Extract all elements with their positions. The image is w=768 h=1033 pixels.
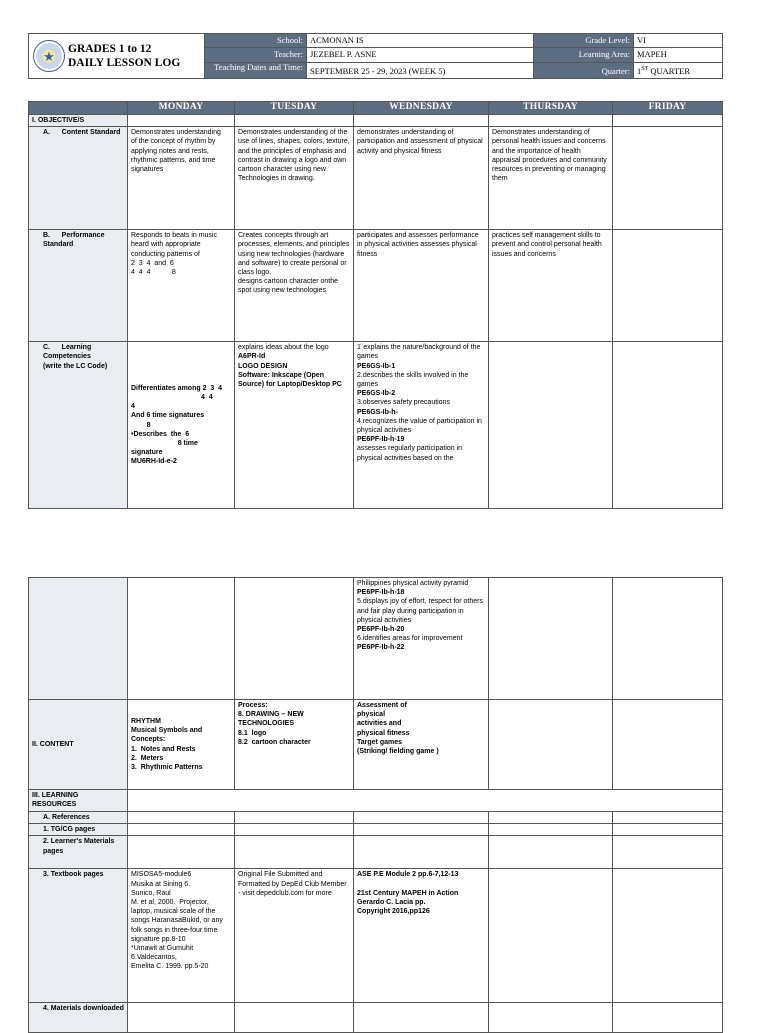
textbook-tue: Original File Submitted and Formatted by DepEd Club Member - visit depedclub.com for more [235,869,354,1003]
lc-wed-3: 2.describes the skills involved in the games [357,371,469,389]
content-mon: RHYTHM Musical Symbols and Concepts: 1. Notes and Rests 2. Meters 3. Rhythmic Patterns [128,700,235,790]
lm-fri [613,836,723,869]
references-thu [489,812,613,824]
lc-wed-6: PE6GS-Ib-h- [357,408,398,416]
lc-wed-2: PE6GS-Ib-1 [357,362,396,370]
materials-downloaded-label: 4. Materials downloaded [29,1003,128,1033]
content-standard-label: A. Content Standard [29,127,128,230]
materials-thu [489,1003,613,1033]
header-table [28,33,723,79]
lc-wed-8: PE6PF-Ib-h-19 [357,436,405,444]
area-value: MAPEH [634,48,723,62]
objectives-empty-thu [489,115,613,127]
learning-competencies-label: C. Learning Competencies (write the LC Code) [29,342,128,509]
content-standard-mon: Demonstrates understanding of the concept of rhythm by applying notes and rests, rhythmic patterns, and time signatures [128,127,235,230]
teacher-label: Teacher: [205,48,307,62]
quarter-value [634,62,723,78]
quarter-suffix: ST [641,66,649,73]
deped-seal-icon: ★ [33,40,65,72]
lm-thu [489,836,613,869]
area-label: Learning Area: [534,48,634,62]
grade-value: VI [634,34,723,48]
resources-empty [128,790,723,812]
materials-wed [354,1003,489,1033]
lc-wed-5: 3.observes safety precautions [357,399,450,407]
resources-label: III. LEARNING RESOURCES [29,790,128,812]
lc-continued-thu [489,578,613,700]
materials-tue [235,1003,354,1033]
learning-competencies-wed [354,342,489,509]
content-standard-thu: Demonstrates understanding of personal health issues and concerns and the importance of health appraisal procedures and community resources in preventing or managing them [489,127,613,230]
references-label: A. References [29,812,128,824]
tg-tue [235,824,354,836]
day-header-thursday: THURSDAY [489,102,613,115]
textbook-thu [489,869,613,1003]
learning-competencies-fri [613,342,723,509]
teacher-value: JEZEBEL P. ASNE [307,48,534,62]
references-fri [613,812,723,824]
header-logo-cell [29,34,205,79]
lc-cont-3: 5.displays joy of effort, respect for others and fair play during participation in physical activities [357,598,483,624]
objectives-label: I. OBJECTIVE/S [29,115,128,127]
lesson-table-page2 [28,577,723,1033]
performance-standard-label: B. Performance Standard [29,230,128,342]
textbook-fri [613,869,723,1003]
objectives-empty-fri [613,115,723,127]
lc-cont-2: PE6PF-Ib-h-18 [357,589,405,597]
references-tue [235,812,354,824]
tg-thu [489,824,613,836]
lc-wed-7: 4.recognizes the value of participation in physical activities [357,417,482,435]
performance-standard-thu: practices self management skills to prevent and control personal health issues and concerns [489,230,613,342]
learning-competencies-thu [489,342,613,509]
performance-standard-wed: participates and assesses performance in physical activities assesses physical fitness [354,230,489,342]
lc-tue-1: explains ideas about the logo [238,344,329,352]
content-tue: Process: 8. DRAWING – NEW TECHNOLOGIES 8.1 logo 8.2 cartoon character [235,700,354,790]
objectives-empty-tue [235,115,354,127]
content-thu [489,700,613,790]
lm-tue [235,836,354,869]
day-header-friday: FRIDAY [613,102,723,115]
quarter-number: 1 [637,66,642,76]
textbook-pages-label: 3. Textbook pages [29,869,128,1003]
textbook-wed [354,869,489,1003]
performance-standard-mon: Responds to beats in music heard with appropriate conducting patterns of 2 3 4 and 6 4 4 4 8 [128,230,235,342]
tg-mon [128,824,235,836]
content-standard-wed: demonstrates understanding of participation and assessment of physical activity and physical fitness [354,127,489,230]
tg-pages-label: 1. TG/CG pages [29,824,128,836]
tg-wed [354,824,489,836]
textbook-wed-1: ASE P.E Module 2 pp.6-7,12-13 [357,871,459,879]
lc-cont-6: PE6PF-Ib-h-22 [357,644,405,652]
lc-continued-wed [354,578,489,700]
lm-wed [354,836,489,869]
lesson-table-page1 [28,101,723,509]
references-wed [354,812,489,824]
grade-label: Grade Level: [534,34,634,48]
learning-competencies-mon: Differentiates among 2 3 4 4 4 4 And 6 time signatures 8 •Describes the 6 8 time signature MU6RH-Id-e-2 [128,342,235,509]
lc-cont-4: PE6PF-Ib-h-20 [357,626,405,634]
content-label: II. CONTENT [29,700,128,790]
lc-continued-label [29,578,128,700]
lc-wed-9: assesses regularly participation in physical activities based on the [357,445,463,462]
objectives-empty-wed [354,115,489,127]
dates-label: Teaching Dates and Time: [205,62,307,78]
lm-pages-label: 2. Learner's Materials pages [29,836,128,869]
lc-continued-mon [128,578,235,700]
content-fri [613,700,723,790]
references-mon [128,812,235,824]
learning-competencies-tue [235,342,354,509]
lc-continued-tue [235,578,354,700]
textbook-wed-2: 21st Century MAPEH in Action Gerardo C. Lacia pp. Copyright 2016,pp126 [357,889,459,916]
day-header-tuesday: TUESDAY [235,102,354,115]
lm-mon [128,836,235,869]
tg-fri [613,824,723,836]
lc-wed-4: PE6GS-Ib-2 [357,390,396,398]
content-standard-tue: Demonstrates understanding of the use of lines, shapes, colors, texture, and the principles of emphasis and contrast in drawing a logo and own cartoon character using new Technologies in drawing. [235,127,354,230]
school-label: School: [205,34,307,48]
title-line1: GRADES 1 to 12 [68,43,152,55]
performance-standard-fri [613,230,723,342]
objectives-empty-mon [128,115,235,127]
lc-continued-fri [613,578,723,700]
lc-tue-2: A6PR-Id LOGO DESIGN Software: Inkscape (Open Source) for Laptop/Desktop PC [238,353,342,389]
day-header-monday: MONDAY [128,102,235,115]
dates-value: SEPTEMBER 25 - 29, 2023 (WEEK 5) [307,62,534,78]
content-wed: Assessment of physical activities and physical fitness Target games (Striking/ fielding game ) [354,700,489,790]
title-line2: DAILY LESSON LOG [68,57,181,69]
materials-mon [128,1003,235,1033]
corner-header [29,102,128,115]
lc-wed-1: 1`explains the nature/background of the games [357,344,481,361]
day-header-wednesday: WEDNESDAY [354,102,489,115]
content-standard-fri [613,127,723,230]
quarter-label: Quarter: [534,62,634,78]
school-value: ACMONAN IS [307,34,534,48]
quarter-text: QUARTER [648,66,691,76]
textbook-mon: MISOSA5-module6 Musika at Sining 6. Sunico, Raul M. et al, 2000. Projector, laptop, musical scale of the songs HaranasaBukid, or any folk songs in three-four time signature pp.8-10 *Umawit at Gumuhit 6.Valdecantos, Emelita C. 1999. pp.5-20 [128,869,235,1003]
materials-fri [613,1003,723,1033]
performance-standard-tue: Creates concepts through art processes, elements, and principles using new technologies (hardware and software) to create personal or class logo. designs cartoon character onthe spot using new technologies [235,230,354,342]
lc-cont-5: 6.identifies areas for improvement [357,635,463,643]
lc-cont-1: Philippines physical activity pyramid [357,580,469,587]
